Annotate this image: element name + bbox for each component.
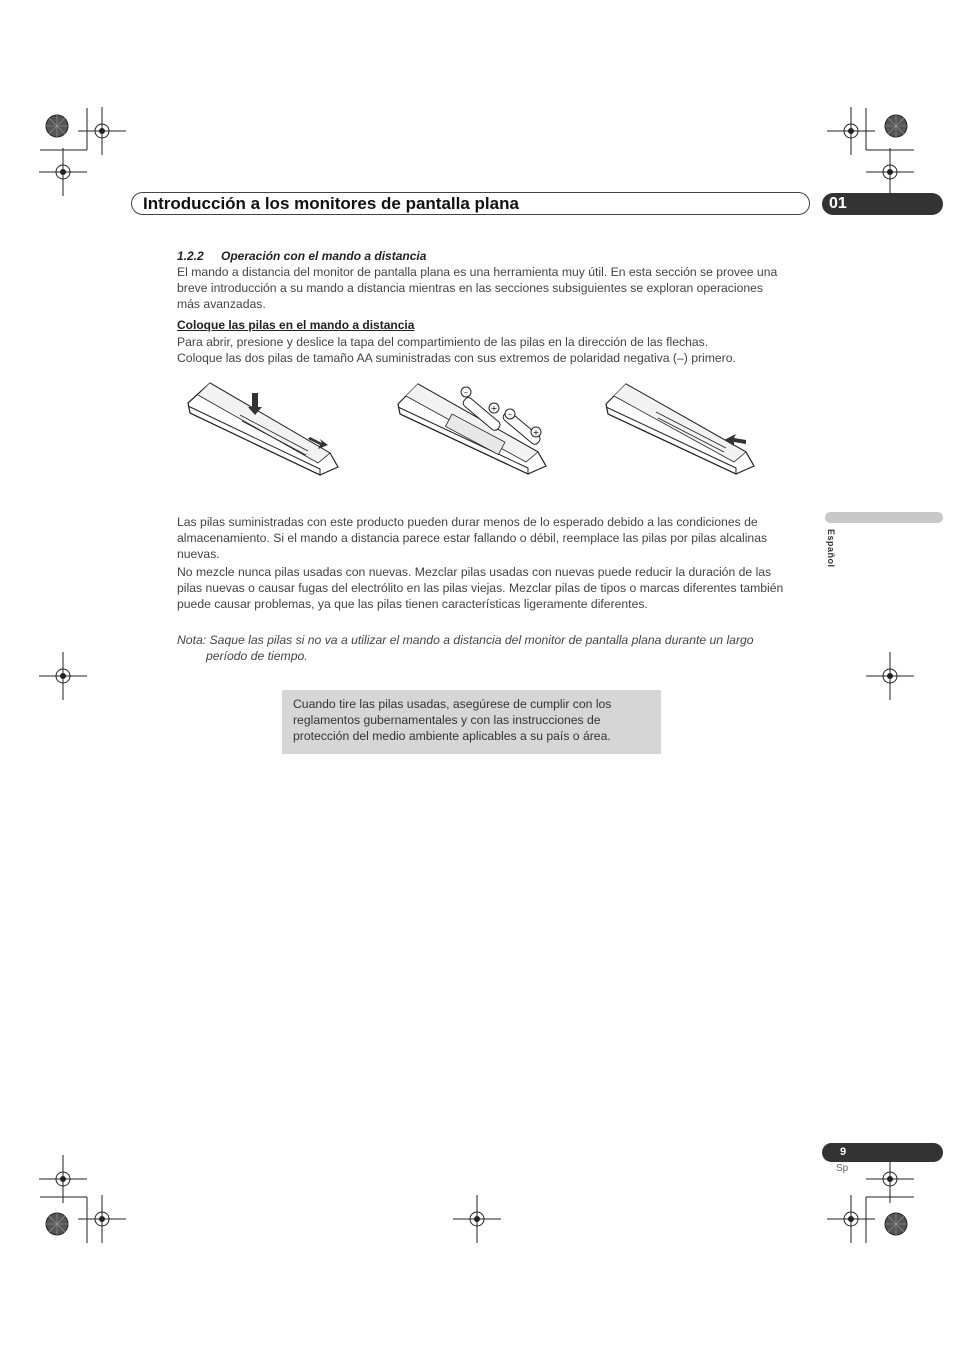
page-number: 9 (840, 1146, 847, 1158)
batteries-instructions (177, 334, 827, 366)
note-text: Saque las pilas si no va a utilizar el mando a distancia del monitor de pantalla plana durante un largo (209, 633, 754, 647)
mixing-paragraph (177, 564, 827, 612)
chapter-number: 01 (829, 195, 847, 212)
text-line: El mando a distancia del monitor de pantalla plana es una herramienta muy útil. En esta sección se provee una (177, 265, 778, 279)
batteries-heading: Coloque las pilas en el mando a distancia (177, 318, 415, 332)
battery-sign: + (532, 428, 540, 437)
note (177, 632, 817, 664)
text-line: nuevas. (177, 547, 220, 561)
remote-close-cover-illustration (598, 378, 763, 478)
page-title: Introducción a los monitores de pantalla plana (143, 194, 519, 213)
text-line: Coloque las dos pilas de tamaño AA suministradas con sus extremos de polaridad negativa (–) primero. (177, 351, 736, 365)
storage-paragraph (177, 514, 817, 562)
note-text-continued: período de tiempo. (206, 649, 308, 663)
text-line: Para abrir, presione y deslice la tapa del compartimiento de las pilas en la dirección de las flechas. (177, 335, 709, 349)
remote-insert-batteries-illustration (390, 378, 555, 478)
text-line: almacenamiento. Si el mando a distancia parece estar fallando o débil, reemplace las pilas por pilas alcalinas (177, 531, 768, 545)
text-line: protección del medio ambiente aplicables a su país o área. (293, 729, 611, 743)
section-number: 1.2.2 (177, 249, 204, 263)
battery-sign: – (508, 410, 512, 419)
language-label: Español (826, 529, 836, 568)
battery-sign: – (464, 388, 468, 397)
text-line: puede causar problemas, ya que las pilas tienen características ligeramente diferentes. (177, 597, 648, 611)
text-line: Las pilas suministradas con este producto pueden durar menos de lo esperado debido a las condiciones de (177, 515, 758, 529)
disposal-notice-text (293, 696, 653, 744)
text-line: más avanzadas. (177, 297, 266, 311)
section-heading (177, 249, 426, 263)
intro-paragraph (177, 264, 817, 312)
text-line: Cuando tire las pilas usadas, asegúrese de cumplir con los (293, 697, 612, 711)
language-tab (825, 512, 943, 523)
text-line: reglamentos gubernamentales y con las instrucciones de (293, 713, 601, 727)
text-line: No mezcle nunca pilas usadas con nuevas. Mezclar pilas usadas con nuevas puede reducir la duración de las (177, 565, 772, 579)
text-line: breve introducción a su mando a distancia mientras en las secciones subsiguientes se exploran operaciones (177, 281, 764, 295)
note-label: Nota: (177, 633, 207, 647)
section-title: Operación con el mando a distancia (221, 249, 427, 263)
battery-sign: + (490, 404, 498, 413)
remote-open-cover-illustration (180, 375, 350, 480)
page-language-code: Sp (836, 1163, 849, 1174)
text-line: pilas nuevas o causar fugas del electrólito en las pilas viejas. Mezclar pilas de tipos o marcas diferentes también (177, 581, 784, 595)
